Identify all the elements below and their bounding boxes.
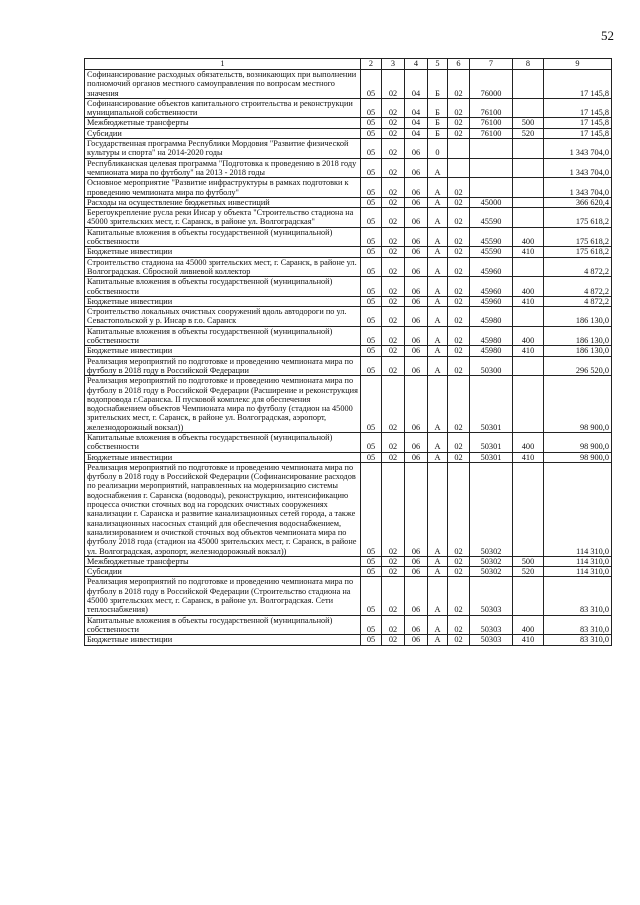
expense-type-code-cell: 500 bbox=[513, 118, 544, 128]
subprogram-code-cell: Б bbox=[428, 118, 448, 128]
activity-code-cell: 02 bbox=[448, 567, 470, 577]
amount-cell: 1 343 704,0 bbox=[544, 158, 612, 178]
section-code-cell: 05 bbox=[361, 208, 382, 228]
amount-cell: 1 343 704,0 bbox=[544, 139, 612, 159]
expense-type-code-cell bbox=[513, 139, 544, 159]
amount-cell: 83 310,0 bbox=[544, 577, 612, 615]
table-row bbox=[85, 307, 612, 327]
amount-cell: 17 145,8 bbox=[544, 70, 612, 99]
section-code-cell: 05 bbox=[361, 567, 382, 577]
activity-code-cell: 02 bbox=[448, 462, 470, 556]
section-code-cell: 05 bbox=[361, 432, 382, 452]
expense-type-code-cell: 410 bbox=[513, 247, 544, 257]
program-code-cell: 06 bbox=[405, 158, 428, 178]
expense-type-code-cell: 400 bbox=[513, 326, 544, 346]
expense-type-code-cell bbox=[513, 307, 544, 327]
program-code-cell: 06 bbox=[405, 346, 428, 356]
program-code-cell: 06 bbox=[405, 567, 428, 577]
item-name-cell: Капитальные вложения в объекты государственной (муниципальной) собственности bbox=[85, 432, 361, 452]
section-code-cell: 05 bbox=[361, 577, 382, 615]
program-code-cell: 06 bbox=[405, 208, 428, 228]
expense-type-code-cell bbox=[513, 376, 544, 433]
amount-cell: 17 145,8 bbox=[544, 98, 612, 118]
column-header: 2 bbox=[361, 59, 382, 70]
activity-code-cell: 02 bbox=[448, 635, 470, 645]
amount-cell: 175 618,2 bbox=[544, 208, 612, 228]
program-code-cell: 06 bbox=[405, 432, 428, 452]
expense-type-code-cell: 410 bbox=[513, 635, 544, 645]
column-header: 7 bbox=[470, 59, 513, 70]
column-header: 6 bbox=[448, 59, 470, 70]
table-row bbox=[85, 118, 612, 128]
subprogram-code-cell: А bbox=[428, 277, 448, 297]
subsection-code-cell: 02 bbox=[382, 376, 405, 433]
item-name-cell: Капитальные вложения в объекты государственной (муниципальной) собственности bbox=[85, 615, 361, 635]
subsection-code-cell: 02 bbox=[382, 178, 405, 198]
section-code-cell: 05 bbox=[361, 98, 382, 118]
subprogram-code-cell: А bbox=[428, 462, 448, 556]
section-code-cell: 05 bbox=[361, 326, 382, 346]
subsection-code-cell: 02 bbox=[382, 462, 405, 556]
activity-code-cell bbox=[448, 158, 470, 178]
direction-code-cell: 50301 bbox=[470, 376, 513, 433]
activity-code-cell: 02 bbox=[448, 197, 470, 207]
activity-code-cell: 02 bbox=[448, 376, 470, 433]
table-row bbox=[85, 98, 612, 118]
subsection-code-cell: 02 bbox=[382, 346, 405, 356]
expense-type-code-cell bbox=[513, 208, 544, 228]
program-code-cell: 06 bbox=[405, 635, 428, 645]
amount-cell: 175 618,2 bbox=[544, 247, 612, 257]
header-row bbox=[85, 59, 612, 70]
direction-code-cell: 45960 bbox=[470, 277, 513, 297]
amount-cell: 83 310,0 bbox=[544, 635, 612, 645]
activity-code-cell: 02 bbox=[448, 247, 470, 257]
activity-code-cell: 02 bbox=[448, 208, 470, 228]
item-name-cell: Реализация мероприятий по подготовке и проведению чемпионата мира по футболу в 2018 году в Российской Федерации bbox=[85, 356, 361, 376]
table-row bbox=[85, 556, 612, 566]
subprogram-code-cell: А bbox=[428, 452, 448, 462]
item-name-cell: Бюджетные инвестиции bbox=[85, 247, 361, 257]
expense-type-code-cell bbox=[513, 462, 544, 556]
program-code-cell: 06 bbox=[405, 556, 428, 566]
subprogram-code-cell: Б bbox=[428, 98, 448, 118]
item-name-cell: Реализация мероприятий по подготовке и проведению чемпионата мира по футболу в 2018 году в Российской Федерации (Софинансирование расходов по реализации мероприятий, направленных на модернизацию системы водоснабжения г. Саранска (водоводы), реконструкцию, интенсификацию процесса очистки сточных вод на городских очистных сооружениях канализации г. Саранска и развитие канализационных сетей города, а также канализационных насосных станций для обеспечения водоснабжением, канализированием и очисткой сточных вод объектов чемпионата мира по футболу 2018 года (стадион на 45000 зрительских мест, г. Саранск, в районе ул. Волгоградская, аэропорт, железнодорожный вокзал)) bbox=[85, 462, 361, 556]
table-row bbox=[85, 128, 612, 138]
expense-type-code-cell: 400 bbox=[513, 227, 544, 247]
subsection-code-cell: 02 bbox=[382, 432, 405, 452]
activity-code-cell: 02 bbox=[448, 307, 470, 327]
item-name-cell: Государственная программа Республики Мордовия "Развитие физической культуры и спорта" на 2014-2020 годы bbox=[85, 139, 361, 159]
subprogram-code-cell: А bbox=[428, 197, 448, 207]
item-name-cell: Строительство локальных очистных сооружений вдоль автодороги по ул. Севастопольской у р. Инсар в г.о. Саранск bbox=[85, 307, 361, 327]
table-row bbox=[85, 577, 612, 615]
table-row bbox=[85, 615, 612, 635]
table-row bbox=[85, 227, 612, 247]
direction-code-cell: 50301 bbox=[470, 452, 513, 462]
subprogram-code-cell: А bbox=[428, 556, 448, 566]
table-row bbox=[85, 326, 612, 346]
table-row bbox=[85, 452, 612, 462]
item-name-cell: Бюджетные инвестиции bbox=[85, 296, 361, 306]
direction-code-cell: 50303 bbox=[470, 615, 513, 635]
table-row bbox=[85, 567, 612, 577]
section-code-cell: 05 bbox=[361, 356, 382, 376]
program-code-cell: 06 bbox=[405, 247, 428, 257]
activity-code-cell: 02 bbox=[448, 178, 470, 198]
subsection-code-cell: 02 bbox=[382, 158, 405, 178]
subsection-code-cell: 02 bbox=[382, 247, 405, 257]
column-header: 9 bbox=[544, 59, 612, 70]
column-header: 5 bbox=[428, 59, 448, 70]
table-row bbox=[85, 432, 612, 452]
subsection-code-cell: 02 bbox=[382, 277, 405, 297]
section-code-cell: 05 bbox=[361, 376, 382, 433]
direction-code-cell: 76100 bbox=[470, 98, 513, 118]
subsection-code-cell: 02 bbox=[382, 208, 405, 228]
activity-code-cell: 02 bbox=[448, 615, 470, 635]
section-code-cell: 05 bbox=[361, 346, 382, 356]
section-code-cell: 05 bbox=[361, 452, 382, 462]
direction-code-cell: 45980 bbox=[470, 346, 513, 356]
amount-cell: 4 872,2 bbox=[544, 277, 612, 297]
subprogram-code-cell: А bbox=[428, 432, 448, 452]
item-name-cell: Реализация мероприятий по подготовке и проведению чемпионата мира по футболу в 2018 году в Российской Федерации (Расширение и реконструкция водопровода г.Саранска. II пусковой комплекс для обеспечения водоснабжением объектов Чемпионата мира по футболу (стадион на 45000 зрительских мест, г. Саранск, в районе ул. Волгоградская, аэропорт, железнодорожный вокзал)) bbox=[85, 376, 361, 433]
item-name-cell: Межбюджетные трансферты bbox=[85, 556, 361, 566]
activity-code-cell: 02 bbox=[448, 128, 470, 138]
expense-type-code-cell bbox=[513, 356, 544, 376]
activity-code-cell bbox=[448, 139, 470, 159]
expense-type-code-cell: 400 bbox=[513, 277, 544, 297]
subprogram-code-cell: А bbox=[428, 158, 448, 178]
item-name-cell: Республиканская целевая программа "Подготовка к проведению в 2018 году чемпионата мира по футболу" на 2013 - 2018 годы bbox=[85, 158, 361, 178]
expense-type-code-cell: 410 bbox=[513, 346, 544, 356]
program-code-cell: 06 bbox=[405, 227, 428, 247]
amount-cell: 17 145,8 bbox=[544, 118, 612, 128]
subprogram-code-cell: А bbox=[428, 227, 448, 247]
section-code-cell: 05 bbox=[361, 139, 382, 159]
subprogram-code-cell: А bbox=[428, 296, 448, 306]
amount-cell: 98 900,0 bbox=[544, 432, 612, 452]
subsection-code-cell: 02 bbox=[382, 577, 405, 615]
item-name-cell: Строительство стадиона на 45000 зрительских мест, г. Саранск, в районе ул. Волгоградская. Сбросной ливневой коллектор bbox=[85, 257, 361, 277]
item-name-cell: Капитальные вложения в объекты государственной (муниципальной) собственности bbox=[85, 326, 361, 346]
direction-code-cell: 50303 bbox=[470, 635, 513, 645]
subsection-code-cell: 02 bbox=[382, 98, 405, 118]
expense-type-code-cell: 410 bbox=[513, 452, 544, 462]
subsection-code-cell: 02 bbox=[382, 118, 405, 128]
page-number: 52 bbox=[601, 28, 614, 43]
expense-type-code-cell: 500 bbox=[513, 556, 544, 566]
activity-code-cell: 02 bbox=[448, 346, 470, 356]
direction-code-cell: 45590 bbox=[470, 227, 513, 247]
amount-cell: 83 310,0 bbox=[544, 615, 612, 635]
section-code-cell: 05 bbox=[361, 128, 382, 138]
table-row bbox=[85, 635, 612, 645]
direction-code-cell: 45000 bbox=[470, 197, 513, 207]
subprogram-code-cell: А bbox=[428, 356, 448, 376]
direction-code-cell: 45590 bbox=[470, 208, 513, 228]
amount-cell: 98 900,0 bbox=[544, 376, 612, 433]
program-code-cell: 06 bbox=[405, 356, 428, 376]
subsection-code-cell: 02 bbox=[382, 70, 405, 99]
column-header: 1 bbox=[85, 59, 361, 70]
activity-code-cell: 02 bbox=[448, 577, 470, 615]
direction-code-cell: 45960 bbox=[470, 257, 513, 277]
subsection-code-cell: 02 bbox=[382, 307, 405, 327]
program-code-cell: 06 bbox=[405, 615, 428, 635]
item-name-cell: Софинансирование расходных обязательств, возникающих при выполнении полномочий органов местного самоуправления по вопросам местного значения bbox=[85, 70, 361, 99]
amount-cell: 366 620,4 bbox=[544, 197, 612, 207]
subprogram-code-cell: Б bbox=[428, 128, 448, 138]
program-code-cell: 06 bbox=[405, 277, 428, 297]
expense-type-code-cell bbox=[513, 197, 544, 207]
section-code-cell: 05 bbox=[361, 462, 382, 556]
table-row bbox=[85, 257, 612, 277]
activity-code-cell: 02 bbox=[448, 277, 470, 297]
item-name-cell: Субсидии bbox=[85, 128, 361, 138]
item-name-cell: Капитальные вложения в объекты государственной (муниципальной) собственности bbox=[85, 227, 361, 247]
item-name-cell: Бюджетные инвестиции bbox=[85, 635, 361, 645]
program-code-cell: 04 bbox=[405, 128, 428, 138]
activity-code-cell: 02 bbox=[448, 227, 470, 247]
section-code-cell: 05 bbox=[361, 178, 382, 198]
section-code-cell: 05 bbox=[361, 296, 382, 306]
expense-type-code-cell bbox=[513, 158, 544, 178]
activity-code-cell: 02 bbox=[448, 296, 470, 306]
direction-code-cell: 50302 bbox=[470, 556, 513, 566]
subsection-code-cell: 02 bbox=[382, 356, 405, 376]
direction-code-cell: 50302 bbox=[470, 462, 513, 556]
direction-code-cell: 50302 bbox=[470, 567, 513, 577]
direction-code-cell: 50303 bbox=[470, 577, 513, 615]
section-code-cell: 05 bbox=[361, 197, 382, 207]
subsection-code-cell: 02 bbox=[382, 635, 405, 645]
activity-code-cell: 02 bbox=[448, 98, 470, 118]
expense-type-code-cell bbox=[513, 98, 544, 118]
table-row bbox=[85, 197, 612, 207]
amount-cell: 114 310,0 bbox=[544, 462, 612, 556]
activity-code-cell: 02 bbox=[448, 356, 470, 376]
direction-code-cell: 45980 bbox=[470, 326, 513, 346]
item-name-cell: Берегоукрепление русла реки Инсар у объекта "Строительство стадиона на 45000 зрительских мест, г. Саранск, в районе ул. Волгоградская" bbox=[85, 208, 361, 228]
item-name-cell: Субсидии bbox=[85, 567, 361, 577]
amount-cell: 186 130,0 bbox=[544, 346, 612, 356]
activity-code-cell: 02 bbox=[448, 432, 470, 452]
activity-code-cell: 02 bbox=[448, 452, 470, 462]
direction-code-cell: 45590 bbox=[470, 247, 513, 257]
expense-type-code-cell: 520 bbox=[513, 567, 544, 577]
subsection-code-cell: 02 bbox=[382, 128, 405, 138]
expense-type-code-cell: 400 bbox=[513, 432, 544, 452]
subsection-code-cell: 02 bbox=[382, 139, 405, 159]
column-header: 3 bbox=[382, 59, 405, 70]
section-code-cell: 05 bbox=[361, 257, 382, 277]
table-row bbox=[85, 462, 612, 556]
item-name-cell: Капитальные вложения в объекты государственной (муниципальной) собственности bbox=[85, 277, 361, 297]
direction-code-cell bbox=[470, 139, 513, 159]
direction-code-cell bbox=[470, 158, 513, 178]
expense-type-code-cell: 520 bbox=[513, 128, 544, 138]
amount-cell: 175 618,2 bbox=[544, 227, 612, 247]
activity-code-cell: 02 bbox=[448, 70, 470, 99]
section-code-cell: 05 bbox=[361, 635, 382, 645]
amount-cell: 114 310,0 bbox=[544, 556, 612, 566]
table-row bbox=[85, 158, 612, 178]
subprogram-code-cell: Б bbox=[428, 70, 448, 99]
table-row bbox=[85, 376, 612, 433]
program-code-cell: 06 bbox=[405, 462, 428, 556]
activity-code-cell: 02 bbox=[448, 326, 470, 346]
expense-type-code-cell bbox=[513, 577, 544, 615]
section-code-cell: 05 bbox=[361, 556, 382, 566]
amount-cell: 186 130,0 bbox=[544, 307, 612, 327]
subsection-code-cell: 02 bbox=[382, 296, 405, 306]
amount-cell: 1 343 704,0 bbox=[544, 178, 612, 198]
section-code-cell: 05 bbox=[361, 227, 382, 247]
item-name-cell: Бюджетные инвестиции bbox=[85, 452, 361, 462]
section-code-cell: 05 bbox=[361, 118, 382, 128]
subprogram-code-cell: А bbox=[428, 376, 448, 433]
direction-code-cell: 50300 bbox=[470, 356, 513, 376]
activity-code-cell: 02 bbox=[448, 556, 470, 566]
subsection-code-cell: 02 bbox=[382, 615, 405, 635]
amount-cell: 4 872,2 bbox=[544, 296, 612, 306]
subsection-code-cell: 02 bbox=[382, 197, 405, 207]
item-name-cell: Основное мероприятие "Развитие инфраструктуры в рамках подготовки к проведению чемпионата мира по футболу" bbox=[85, 178, 361, 198]
subprogram-code-cell: А bbox=[428, 635, 448, 645]
amount-cell: 4 872,2 bbox=[544, 257, 612, 277]
expense-type-code-cell bbox=[513, 257, 544, 277]
section-code-cell: 05 bbox=[361, 307, 382, 327]
section-code-cell: 05 bbox=[361, 70, 382, 99]
expense-type-code-cell bbox=[513, 70, 544, 99]
direction-code-cell bbox=[470, 178, 513, 198]
table-row bbox=[85, 208, 612, 228]
section-code-cell: 05 bbox=[361, 247, 382, 257]
amount-cell: 186 130,0 bbox=[544, 326, 612, 346]
subprogram-code-cell: А bbox=[428, 178, 448, 198]
item-name-cell: Межбюджетные трансферты bbox=[85, 118, 361, 128]
program-code-cell: 06 bbox=[405, 296, 428, 306]
subprogram-code-cell: 0 bbox=[428, 139, 448, 159]
table-row bbox=[85, 139, 612, 159]
table-row bbox=[85, 356, 612, 376]
table-row bbox=[85, 70, 612, 99]
program-code-cell: 06 bbox=[405, 307, 428, 327]
program-code-cell: 06 bbox=[405, 197, 428, 207]
program-code-cell: 06 bbox=[405, 257, 428, 277]
subprogram-code-cell: А bbox=[428, 346, 448, 356]
activity-code-cell: 02 bbox=[448, 257, 470, 277]
direction-code-cell: 76100 bbox=[470, 128, 513, 138]
subprogram-code-cell: А bbox=[428, 577, 448, 615]
section-code-cell: 05 bbox=[361, 158, 382, 178]
expense-type-code-cell: 410 bbox=[513, 296, 544, 306]
amount-cell: 296 520,0 bbox=[544, 356, 612, 376]
direction-code-cell: 76100 bbox=[470, 118, 513, 128]
subsection-code-cell: 02 bbox=[382, 227, 405, 247]
item-name-cell: Бюджетные инвестиции bbox=[85, 346, 361, 356]
subsection-code-cell: 02 bbox=[382, 326, 405, 346]
subprogram-code-cell: А bbox=[428, 257, 448, 277]
direction-code-cell: 50301 bbox=[470, 432, 513, 452]
subsection-code-cell: 02 bbox=[382, 556, 405, 566]
budget-table bbox=[84, 58, 612, 646]
amount-cell: 114 310,0 bbox=[544, 567, 612, 577]
program-code-cell: 06 bbox=[405, 178, 428, 198]
program-code-cell: 04 bbox=[405, 98, 428, 118]
program-code-cell: 06 bbox=[405, 376, 428, 433]
table-row bbox=[85, 346, 612, 356]
subsection-code-cell: 02 bbox=[382, 257, 405, 277]
amount-cell: 98 900,0 bbox=[544, 452, 612, 462]
item-name-cell: Софинансирование объектов капитального строительства и реконструкции муниципальной собственности bbox=[85, 98, 361, 118]
direction-code-cell: 76000 bbox=[470, 70, 513, 99]
program-code-cell: 04 bbox=[405, 118, 428, 128]
item-name-cell: Расходы на осуществление бюджетных инвестиций bbox=[85, 197, 361, 207]
expense-type-code-cell bbox=[513, 178, 544, 198]
table-row bbox=[85, 178, 612, 198]
subprogram-code-cell: А bbox=[428, 307, 448, 327]
program-code-cell: 04 bbox=[405, 70, 428, 99]
subprogram-code-cell: А bbox=[428, 208, 448, 228]
expense-type-code-cell: 400 bbox=[513, 615, 544, 635]
table-row bbox=[85, 296, 612, 306]
subprogram-code-cell: А bbox=[428, 326, 448, 346]
activity-code-cell: 02 bbox=[448, 118, 470, 128]
section-code-cell: 05 bbox=[361, 615, 382, 635]
table-row bbox=[85, 247, 612, 257]
subprogram-code-cell: А bbox=[428, 615, 448, 635]
subprogram-code-cell: А bbox=[428, 567, 448, 577]
program-code-cell: 06 bbox=[405, 326, 428, 346]
item-name-cell: Реализация мероприятий по подготовке и проведению чемпионата мира по футболу в 2018 году в Российской Федерации (Строительство стадиона на 45000 зрительских мест, г. Саранск, в районе ул. Волгоградская. Сети теплоснабжения) bbox=[85, 577, 361, 615]
subsection-code-cell: 02 bbox=[382, 452, 405, 462]
direction-code-cell: 45960 bbox=[470, 296, 513, 306]
subsection-code-cell: 02 bbox=[382, 567, 405, 577]
column-header: 4 bbox=[405, 59, 428, 70]
table-row bbox=[85, 277, 612, 297]
program-code-cell: 06 bbox=[405, 452, 428, 462]
program-code-cell: 06 bbox=[405, 577, 428, 615]
column-header: 8 bbox=[513, 59, 544, 70]
direction-code-cell: 45980 bbox=[470, 307, 513, 327]
program-code-cell: 06 bbox=[405, 139, 428, 159]
section-code-cell: 05 bbox=[361, 277, 382, 297]
amount-cell: 17 145,8 bbox=[544, 128, 612, 138]
table-body bbox=[85, 70, 612, 646]
subprogram-code-cell: А bbox=[428, 247, 448, 257]
